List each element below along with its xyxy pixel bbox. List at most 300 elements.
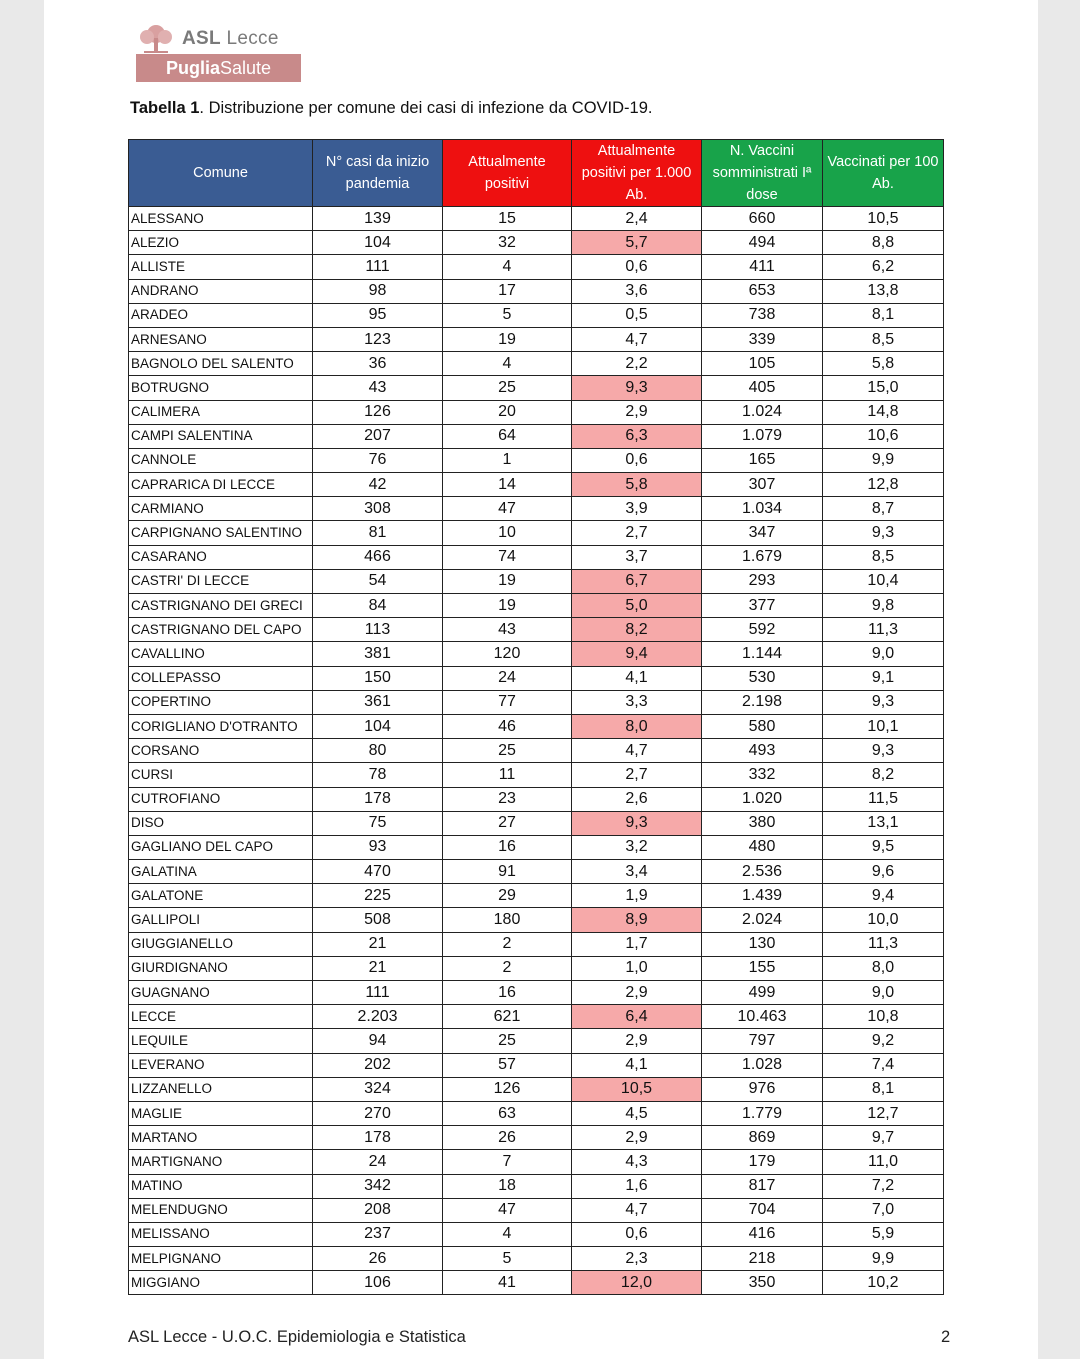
cell-casi: 24 [313, 1150, 443, 1174]
cell-casi: 95 [313, 303, 443, 327]
cell-casi: 42 [313, 473, 443, 497]
cell-comune: CARMIANO [129, 497, 313, 521]
cell-positivi-per-1000: 1,9 [572, 884, 702, 908]
covid-table [128, 139, 944, 1295]
cell-vaccini: 405 [702, 376, 823, 400]
cell-positivi: 19 [443, 594, 572, 618]
cell-positivi-per-1000: 5,0 [572, 594, 702, 618]
cell-vaccinati-per-100: 9,0 [823, 981, 944, 1005]
cell-vaccinati-per-100: 9,7 [823, 1126, 944, 1150]
cell-vaccinati-per-100: 8,1 [823, 1077, 944, 1101]
caption-bold: Tabella 1 [130, 99, 200, 117]
cell-casi: 54 [313, 569, 443, 593]
cell-positivi: 77 [443, 690, 572, 714]
cell-vaccinati-per-100: 10,0 [823, 908, 944, 932]
cell-vaccini: 1.034 [702, 497, 823, 521]
table-row [129, 666, 944, 690]
table-row [129, 448, 944, 472]
cell-casi: 178 [313, 787, 443, 811]
cell-positivi: 5 [443, 1247, 572, 1271]
table-row [129, 811, 944, 835]
cell-comune: CUTROFIANO [129, 787, 313, 811]
cell-positivi: 2 [443, 932, 572, 956]
cell-positivi-per-1000: 10,5 [572, 1077, 702, 1101]
cell-casi: 84 [313, 594, 443, 618]
cell-comune: GALLIPOLI [129, 908, 313, 932]
cell-positivi: 24 [443, 666, 572, 690]
cell-casi: 78 [313, 763, 443, 787]
footer-text: ASL Lecce - U.O.C. Epidemiologia e Statistica [128, 1328, 466, 1346]
cell-casi: 104 [313, 714, 443, 738]
cell-positivi: 26 [443, 1126, 572, 1150]
cell-positivi: 16 [443, 835, 572, 859]
logo-city: Lecce [226, 28, 279, 49]
cell-vaccinati-per-100: 8,5 [823, 327, 944, 351]
cell-vaccini: 179 [702, 1150, 823, 1174]
cell-casi: 207 [313, 424, 443, 448]
table-row [129, 521, 944, 545]
cell-comune: LECCE [129, 1005, 313, 1029]
cell-casi: 237 [313, 1222, 443, 1246]
cell-vaccinati-per-100: 9,2 [823, 1029, 944, 1053]
table-row [129, 860, 944, 884]
table-row [129, 1053, 944, 1077]
cell-comune: ARADEO [129, 303, 313, 327]
cell-vaccini: 2.198 [702, 690, 823, 714]
cell-vaccinati-per-100: 9,5 [823, 835, 944, 859]
cell-vaccinati-per-100: 8,1 [823, 303, 944, 327]
cell-vaccini: 416 [702, 1222, 823, 1246]
cell-positivi-per-1000: 9,3 [572, 376, 702, 400]
table-row [129, 642, 944, 666]
cell-vaccini: 1.020 [702, 787, 823, 811]
cell-vaccini: 165 [702, 448, 823, 472]
cell-positivi-per-1000: 9,4 [572, 642, 702, 666]
cell-comune: CAPRARICA DI LECCE [129, 473, 313, 497]
cell-casi: 466 [313, 545, 443, 569]
cell-vaccini: 347 [702, 521, 823, 545]
cell-vaccinati-per-100: 10,6 [823, 424, 944, 448]
cell-casi: 113 [313, 618, 443, 642]
cell-vaccinati-per-100: 15,0 [823, 376, 944, 400]
cell-comune: GAGLIANO DEL CAPO [129, 835, 313, 859]
cell-comune: ALESSANO [129, 207, 313, 231]
cell-vaccinati-per-100: 10,4 [823, 569, 944, 593]
table-row [129, 714, 944, 738]
cell-casi: 270 [313, 1101, 443, 1125]
cell-comune: BAGNOLO DEL SALENTO [129, 352, 313, 376]
cell-positivi-per-1000: 2,9 [572, 1029, 702, 1053]
cell-vaccinati-per-100: 9,9 [823, 1247, 944, 1271]
cell-casi: 123 [313, 327, 443, 351]
cell-vaccinati-per-100: 7,2 [823, 1174, 944, 1198]
table-row [129, 400, 944, 424]
cell-positivi-per-1000: 4,1 [572, 1053, 702, 1077]
cell-positivi: 4 [443, 1222, 572, 1246]
cell-vaccini: 592 [702, 618, 823, 642]
cell-positivi: 180 [443, 908, 572, 932]
cell-positivi-per-1000: 0,6 [572, 448, 702, 472]
cell-vaccinati-per-100: 10,2 [823, 1271, 944, 1295]
cell-positivi-per-1000: 2,3 [572, 1247, 702, 1271]
cell-positivi-per-1000: 6,3 [572, 424, 702, 448]
table-caption [130, 99, 652, 118]
cell-comune: CURSI [129, 763, 313, 787]
cell-casi: 80 [313, 739, 443, 763]
cell-vaccini: 499 [702, 981, 823, 1005]
table-row [129, 207, 944, 231]
cell-comune: MELENDUGNO [129, 1198, 313, 1222]
cell-vaccinati-per-100: 13,8 [823, 279, 944, 303]
cell-casi: 150 [313, 666, 443, 690]
cell-comune: CAVALLINO [129, 642, 313, 666]
cell-casi: 75 [313, 811, 443, 835]
cell-vaccinati-per-100: 9,1 [823, 666, 944, 690]
cell-positivi-per-1000: 2,9 [572, 400, 702, 424]
cell-positivi: 64 [443, 424, 572, 448]
cell-positivi-per-1000: 1,6 [572, 1174, 702, 1198]
cell-vaccinati-per-100: 11,3 [823, 932, 944, 956]
cell-positivi: 57 [443, 1053, 572, 1077]
table-row [129, 1005, 944, 1029]
cell-positivi-per-1000: 4,7 [572, 327, 702, 351]
cell-positivi-per-1000: 2,7 [572, 521, 702, 545]
cell-vaccinati-per-100: 12,8 [823, 473, 944, 497]
header-comune: Comune [129, 140, 313, 207]
cell-positivi: 10 [443, 521, 572, 545]
cell-vaccini: 130 [702, 932, 823, 956]
table-row [129, 376, 944, 400]
table-row [129, 1126, 944, 1150]
cell-positivi: 43 [443, 618, 572, 642]
cell-vaccini: 377 [702, 594, 823, 618]
cell-vaccini: 1.439 [702, 884, 823, 908]
cell-vaccinati-per-100: 8,2 [823, 763, 944, 787]
table-row [129, 835, 944, 859]
cell-vaccinati-per-100: 9,3 [823, 739, 944, 763]
table-row [129, 932, 944, 956]
cell-comune: ALEZIO [129, 231, 313, 255]
cell-vaccinati-per-100: 10,8 [823, 1005, 944, 1029]
cell-casi: 111 [313, 981, 443, 1005]
cell-positivi: 14 [443, 473, 572, 497]
cell-positivi: 47 [443, 1198, 572, 1222]
table-row [129, 1077, 944, 1101]
cell-vaccini: 1.679 [702, 545, 823, 569]
cell-casi: 111 [313, 255, 443, 279]
table-body [129, 207, 944, 1295]
cell-positivi-per-1000: 2,9 [572, 1126, 702, 1150]
cell-vaccinati-per-100: 9,6 [823, 860, 944, 884]
cell-vaccini: 380 [702, 811, 823, 835]
cell-casi: 21 [313, 932, 443, 956]
cell-comune: CORSANO [129, 739, 313, 763]
table-row [129, 303, 944, 327]
cell-comune: ARNESANO [129, 327, 313, 351]
cell-positivi: 47 [443, 497, 572, 521]
cell-positivi: 23 [443, 787, 572, 811]
cell-positivi-per-1000: 4,7 [572, 739, 702, 763]
cell-casi: 93 [313, 835, 443, 859]
table-row [129, 1198, 944, 1222]
cell-positivi-per-1000: 8,0 [572, 714, 702, 738]
cell-positivi: 4 [443, 352, 572, 376]
logo-band-light: Salute [219, 58, 272, 78]
cell-vaccinati-per-100: 8,0 [823, 956, 944, 980]
table-row [129, 327, 944, 351]
cell-positivi: 5 [443, 303, 572, 327]
cell-vaccini: 307 [702, 473, 823, 497]
cell-vaccini: 530 [702, 666, 823, 690]
cell-comune: CASARANO [129, 545, 313, 569]
table-row [129, 618, 944, 642]
cell-vaccini: 1.024 [702, 400, 823, 424]
cell-comune: CORIGLIANO D'OTRANTO [129, 714, 313, 738]
cell-comune: GALATINA [129, 860, 313, 884]
cell-positivi-per-1000: 4,5 [572, 1101, 702, 1125]
cell-vaccini: 411 [702, 255, 823, 279]
cell-vaccini: 339 [702, 327, 823, 351]
header-vaccinati-per-100: Vaccinati per 100 Ab. [823, 140, 944, 207]
cell-casi: 178 [313, 1126, 443, 1150]
cell-vaccini: 2.024 [702, 908, 823, 932]
header-positivi-per-1000: Attualmente positivi per 1.000 Ab. [572, 140, 702, 207]
cell-positivi: 15 [443, 207, 572, 231]
cell-positivi: 91 [443, 860, 572, 884]
cell-positivi-per-1000: 4,7 [572, 1198, 702, 1222]
cell-comune: CASTRIGNANO DEL CAPO [129, 618, 313, 642]
cell-comune: MAGLIE [129, 1101, 313, 1125]
cell-casi: 81 [313, 521, 443, 545]
table-row [129, 473, 944, 497]
cell-casi: 76 [313, 448, 443, 472]
cell-comune: COPERTINO [129, 690, 313, 714]
cell-comune: MELPIGNANO [129, 1247, 313, 1271]
cell-positivi-per-1000: 2,7 [572, 763, 702, 787]
cell-positivi-per-1000: 2,4 [572, 207, 702, 231]
cell-vaccini: 494 [702, 231, 823, 255]
cell-positivi: 4 [443, 255, 572, 279]
table-row [129, 1247, 944, 1271]
cell-vaccinati-per-100: 8,7 [823, 497, 944, 521]
cell-vaccini: 218 [702, 1247, 823, 1271]
cell-casi: 324 [313, 1077, 443, 1101]
cell-positivi-per-1000: 12,0 [572, 1271, 702, 1295]
table-row [129, 497, 944, 521]
cell-casi: 225 [313, 884, 443, 908]
cell-positivi-per-1000: 1,7 [572, 932, 702, 956]
cell-vaccini: 350 [702, 1271, 823, 1295]
cell-casi: 139 [313, 207, 443, 231]
cell-positivi-per-1000: 2,9 [572, 981, 702, 1005]
cell-casi: 2.203 [313, 1005, 443, 1029]
cell-positivi: 29 [443, 884, 572, 908]
cell-comune: MATINO [129, 1174, 313, 1198]
cell-comune: MELISSANO [129, 1222, 313, 1246]
tree-logo-icon [136, 24, 176, 54]
cell-positivi-per-1000: 5,8 [572, 473, 702, 497]
cell-positivi-per-1000: 2,6 [572, 787, 702, 811]
cell-positivi-per-1000: 5,7 [572, 231, 702, 255]
cell-positivi: 63 [443, 1101, 572, 1125]
cell-vaccinati-per-100: 11,0 [823, 1150, 944, 1174]
cell-comune: LIZZANELLO [129, 1077, 313, 1101]
table-header-row [129, 140, 944, 207]
table-row [129, 1150, 944, 1174]
table-row [129, 690, 944, 714]
cell-positivi: 126 [443, 1077, 572, 1101]
cell-comune: CASTRI' DI LECCE [129, 569, 313, 593]
cell-comune: CASTRIGNANO DEI GRECI [129, 594, 313, 618]
logo-band [136, 54, 301, 82]
table-row [129, 352, 944, 376]
cell-positivi-per-1000: 0,5 [572, 303, 702, 327]
cell-comune: GALATONE [129, 884, 313, 908]
cell-casi: 202 [313, 1053, 443, 1077]
cell-vaccinati-per-100: 9,8 [823, 594, 944, 618]
cell-positivi-per-1000: 6,4 [572, 1005, 702, 1029]
table-row [129, 424, 944, 448]
cell-vaccinati-per-100: 9,4 [823, 884, 944, 908]
cell-casi: 361 [313, 690, 443, 714]
cell-vaccini: 293 [702, 569, 823, 593]
table-row [129, 908, 944, 932]
cell-comune: GIURDIGNANO [129, 956, 313, 980]
cell-comune: DISO [129, 811, 313, 835]
cell-casi: 508 [313, 908, 443, 932]
cell-positivi-per-1000: 1,0 [572, 956, 702, 980]
cell-positivi: 19 [443, 327, 572, 351]
table-row [129, 545, 944, 569]
cell-comune: BOTRUGNO [129, 376, 313, 400]
cell-vaccini: 817 [702, 1174, 823, 1198]
cell-vaccini: 1.779 [702, 1101, 823, 1125]
cell-vaccini: 869 [702, 1126, 823, 1150]
cell-vaccinati-per-100: 12,7 [823, 1101, 944, 1125]
cell-vaccinati-per-100: 8,5 [823, 545, 944, 569]
logo-title [182, 28, 279, 50]
cell-positivi: 120 [443, 642, 572, 666]
table-row [129, 1101, 944, 1125]
cell-casi: 26 [313, 1247, 443, 1271]
cell-vaccinati-per-100: 10,1 [823, 714, 944, 738]
cell-positivi-per-1000: 0,6 [572, 255, 702, 279]
cell-positivi-per-1000: 3,7 [572, 545, 702, 569]
logo-band-bold: Puglia [165, 58, 220, 78]
cell-comune: MIGGIANO [129, 1271, 313, 1295]
cell-comune: CAMPI SALENTINA [129, 424, 313, 448]
cell-positivi: 25 [443, 739, 572, 763]
cell-vaccini: 704 [702, 1198, 823, 1222]
cell-vaccini: 105 [702, 352, 823, 376]
cell-positivi: 17 [443, 279, 572, 303]
cell-vaccinati-per-100: 11,3 [823, 618, 944, 642]
table-row [129, 279, 944, 303]
cell-positivi-per-1000: 2,2 [572, 352, 702, 376]
cell-casi: 308 [313, 497, 443, 521]
cell-vaccinati-per-100: 5,9 [823, 1222, 944, 1246]
cell-positivi-per-1000: 4,1 [572, 666, 702, 690]
cell-vaccini: 480 [702, 835, 823, 859]
cell-vaccinati-per-100: 7,0 [823, 1198, 944, 1222]
cell-vaccini: 660 [702, 207, 823, 231]
cell-vaccinati-per-100: 11,5 [823, 787, 944, 811]
cell-positivi: 41 [443, 1271, 572, 1295]
cell-positivi: 25 [443, 1029, 572, 1053]
cell-comune: LEQUILE [129, 1029, 313, 1053]
cell-positivi-per-1000: 8,2 [572, 618, 702, 642]
table-row [129, 787, 944, 811]
cell-positivi: 16 [443, 981, 572, 1005]
cell-casi: 36 [313, 352, 443, 376]
cell-casi: 98 [313, 279, 443, 303]
cell-casi: 106 [313, 1271, 443, 1295]
cell-vaccini: 653 [702, 279, 823, 303]
cell-comune: GIUGGIANELLO [129, 932, 313, 956]
cell-positivi-per-1000: 0,6 [572, 1222, 702, 1246]
cell-comune: MARTIGNANO [129, 1150, 313, 1174]
table-row [129, 981, 944, 1005]
cell-positivi: 18 [443, 1174, 572, 1198]
cell-positivi: 25 [443, 376, 572, 400]
cell-comune: MARTANO [129, 1126, 313, 1150]
cell-comune: ALLISTE [129, 255, 313, 279]
cell-comune: COLLEPASSO [129, 666, 313, 690]
table-row [129, 231, 944, 255]
caption-text: . Distribuzione per comune dei casi di infezione da COVID-19. [199, 99, 653, 117]
table-row [129, 1174, 944, 1198]
cell-positivi: 19 [443, 569, 572, 593]
cell-vaccinati-per-100: 6,2 [823, 255, 944, 279]
table-row [129, 1222, 944, 1246]
cell-vaccinati-per-100: 9,0 [823, 642, 944, 666]
cell-casi: 21 [313, 956, 443, 980]
cell-casi: 126 [313, 400, 443, 424]
cell-positivi-per-1000: 8,9 [572, 908, 702, 932]
header-casi: N° casi da inizio pandemia [313, 140, 443, 207]
cell-vaccini: 2.536 [702, 860, 823, 884]
page-number: 2 [941, 1328, 951, 1346]
cell-vaccini: 10.463 [702, 1005, 823, 1029]
table-row [129, 1271, 944, 1295]
table-row [129, 739, 944, 763]
cell-positivi-per-1000: 9,3 [572, 811, 702, 835]
table-row [129, 1029, 944, 1053]
cell-positivi-per-1000: 3,3 [572, 690, 702, 714]
cell-vaccini: 1.144 [702, 642, 823, 666]
cell-vaccinati-per-100: 5,8 [823, 352, 944, 376]
cell-positivi: 46 [443, 714, 572, 738]
cell-casi: 342 [313, 1174, 443, 1198]
cell-vaccini: 332 [702, 763, 823, 787]
cell-positivi: 7 [443, 1150, 572, 1174]
cell-comune: GUAGNANO [129, 981, 313, 1005]
cell-vaccinati-per-100: 9,9 [823, 448, 944, 472]
cell-casi: 43 [313, 376, 443, 400]
cell-positivi-per-1000: 4,3 [572, 1150, 702, 1174]
cell-positivi: 11 [443, 763, 572, 787]
cell-vaccinati-per-100: 13,1 [823, 811, 944, 835]
cell-positivi: 20 [443, 400, 572, 424]
logo-org: ASL [182, 28, 221, 49]
cell-comune: CARPIGNANO SALENTINO [129, 521, 313, 545]
asl-logo [136, 20, 302, 82]
table-row [129, 255, 944, 279]
cell-positivi: 27 [443, 811, 572, 835]
cell-comune: CANNOLE [129, 448, 313, 472]
cell-positivi-per-1000: 6,7 [572, 569, 702, 593]
cell-vaccini: 580 [702, 714, 823, 738]
